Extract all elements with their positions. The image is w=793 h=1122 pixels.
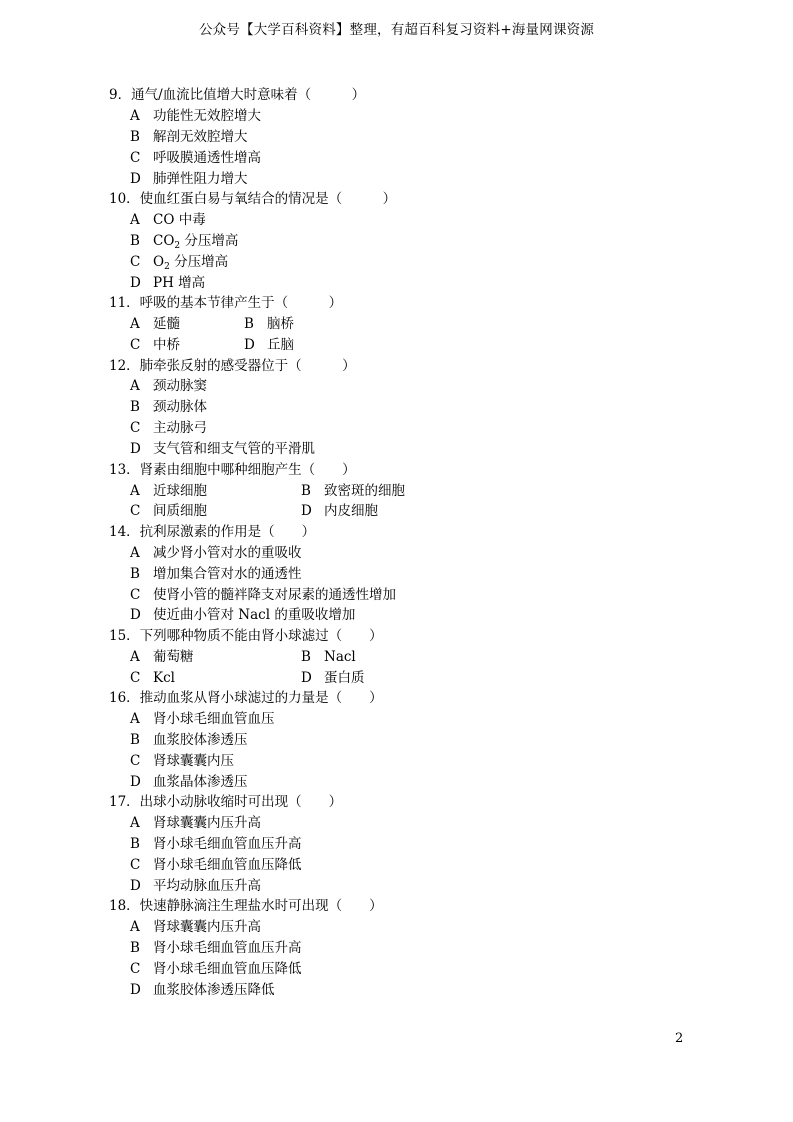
option-letter: D <box>130 774 141 790</box>
q13-option-a <box>130 482 207 500</box>
option-letter: A <box>130 815 140 831</box>
q12-option-a <box>130 377 207 395</box>
q12-option-d <box>130 440 315 458</box>
option-text: 间质细胞 <box>153 503 207 519</box>
option-text: 肺弹性阻力增大 <box>153 171 248 187</box>
subscript: 2 <box>174 241 181 251</box>
q15-option-a <box>130 648 194 666</box>
question-14: 14．抗利尿激素的作用是（ ） <box>109 524 316 540</box>
option-letter: C <box>130 503 141 519</box>
option-letter: A <box>130 649 140 665</box>
option-letter: C <box>130 587 141 603</box>
q14-option-a <box>130 544 302 562</box>
option-text: 丘脑 <box>267 337 294 353</box>
option-letter: D <box>130 607 141 623</box>
q17-option-b <box>130 835 302 853</box>
option-letter: D <box>244 337 255 353</box>
option-text: 血浆胶体渗透压 <box>153 732 248 748</box>
option-letter: C <box>130 337 141 353</box>
option-text: 内皮细胞 <box>324 503 378 519</box>
option-letter: B <box>301 649 311 665</box>
question-18: 18．快速静脉滴注生理盐水时可出现（ ） <box>109 898 383 914</box>
q18-option-c <box>130 960 302 978</box>
option-letter: A <box>130 212 140 228</box>
option-text: 使肾小管的髓袢降支对尿素的通透性增加 <box>153 587 396 603</box>
question-10: 10．使血红蛋白易与氧结合的情况是（ ） <box>109 191 397 207</box>
option-letter: A <box>130 108 140 124</box>
option-letter: D <box>301 670 312 686</box>
option-text: 肾小球毛细血管血压升高 <box>153 940 302 956</box>
page-header: 公众号【大学百科资料】整理，有超百科复习资料+海量网课资源 <box>198 22 595 38</box>
option-text: 肾小球毛细血管血压降低 <box>153 857 302 873</box>
q17-option-d <box>130 877 261 895</box>
option-text: 功能性无效腔增大 <box>153 108 261 124</box>
q13-option-b <box>301 482 405 500</box>
option-text-pre: CO <box>153 233 175 249</box>
option-letter: D <box>130 878 141 894</box>
option-text: PH 增高 <box>153 275 206 291</box>
option-letter: B <box>130 233 140 249</box>
option-letter: B <box>301 483 311 499</box>
option-text: 呼吸膜通透性增高 <box>153 150 261 166</box>
option-letter: A <box>130 545 140 561</box>
option-letter: C <box>130 254 141 270</box>
option-text: Kcl <box>153 670 175 686</box>
option-letter: A <box>130 711 140 727</box>
option-text: 解剖无效腔增大 <box>153 129 248 145</box>
q14-option-b <box>130 565 302 583</box>
q18-option-a <box>130 918 261 936</box>
option-text: 血浆胶体渗透压降低 <box>153 982 275 998</box>
option-letter: C <box>130 857 141 873</box>
q17-option-c <box>130 856 302 874</box>
option-text-pre: O <box>153 254 165 270</box>
option-letter: C <box>130 420 141 436</box>
option-letter: B <box>130 129 140 145</box>
q9-option-d <box>130 170 248 188</box>
option-text: 致密斑的细胞 <box>324 483 405 499</box>
option-letter: C <box>130 961 141 977</box>
option-letter: B <box>130 566 140 582</box>
option-text: 增加集合管对水的通透性 <box>153 566 302 582</box>
question-17: 17．出球小动脉收缩时可出现（ ） <box>109 794 343 810</box>
q17-option-a <box>130 814 261 832</box>
q13-option-d <box>301 502 378 520</box>
option-text: 减少肾小管对水的重吸收 <box>153 545 302 561</box>
q18-option-d <box>130 981 275 999</box>
q10-option-b <box>130 232 238 250</box>
q18-option-b <box>130 939 302 957</box>
option-letter: A <box>130 316 140 332</box>
option-letter: D <box>301 503 312 519</box>
q15-option-c <box>130 669 175 687</box>
option-text: 肾球囊囊内压升高 <box>153 919 261 935</box>
option-text-post: 分压增高 <box>169 254 229 270</box>
q16-option-c <box>130 752 234 770</box>
option-text: 颈动脉窦 <box>153 378 207 394</box>
option-text: 蛋白质 <box>324 670 365 686</box>
option-letter: C <box>130 753 141 769</box>
q15-option-d <box>301 669 365 687</box>
question-11: 11．呼吸的基本节律产生于（ ） <box>109 295 343 311</box>
option-letter: B <box>130 940 140 956</box>
subscript: 2 <box>164 262 170 272</box>
option-text: 支气管和细支气管的平滑肌 <box>153 441 315 457</box>
option-text: Nacl <box>324 649 356 665</box>
option-text: 肾小球毛细血管血压升高 <box>153 836 302 852</box>
q11-option-d <box>244 336 294 354</box>
question-16: 16．推动血浆从肾小球滤过的力量是（ ） <box>109 690 383 706</box>
q15-option-b <box>301 648 356 666</box>
q12-option-b <box>130 398 207 416</box>
page-number: 2 <box>675 1031 684 1046</box>
question-9: 9．通气/血流比值增大时意味着（ ） <box>109 87 366 103</box>
q12-option-c <box>130 419 207 437</box>
option-text: 脑桥 <box>267 316 294 332</box>
q11-option-c <box>130 336 180 354</box>
option-letter: B <box>130 399 140 415</box>
option-text-post: 分压增高 <box>180 233 239 249</box>
option-letter: A <box>130 378 140 394</box>
q16-option-b <box>130 731 248 749</box>
option-letter: C <box>130 150 141 166</box>
option-text: 颈动脉体 <box>153 399 207 415</box>
option-text: 血浆晶体渗透压 <box>153 774 248 790</box>
question-15: 15．下列哪种物质不能由肾小球滤过（ ） <box>109 628 383 644</box>
option-text: 近球细胞 <box>153 483 207 499</box>
q14-option-d <box>130 606 355 624</box>
option-text: 葡萄糖 <box>153 649 194 665</box>
option-letter: D <box>130 171 141 187</box>
option-letter: B <box>130 732 140 748</box>
option-letter: B <box>244 316 254 332</box>
option-letter: B <box>130 836 140 852</box>
q10-option-d <box>130 274 205 292</box>
option-letter: A <box>130 919 140 935</box>
q10-option-c <box>130 253 228 271</box>
option-text: 延髓 <box>153 316 180 332</box>
option-text: 肾球囊囊内压 <box>153 753 234 769</box>
option-text: 肾球囊囊内压升高 <box>153 815 261 831</box>
option-letter: C <box>130 670 141 686</box>
q9-option-c <box>130 149 261 167</box>
q11-option-b <box>244 315 294 333</box>
q14-option-c <box>130 586 396 604</box>
q16-option-d <box>130 773 248 791</box>
option-letter: D <box>130 982 141 998</box>
option-text: CO 中毒 <box>153 212 206 228</box>
q9-option-b <box>130 128 248 146</box>
option-letter: D <box>130 441 141 457</box>
q11-option-a <box>130 315 180 333</box>
q16-option-a <box>130 710 275 728</box>
q9-option-a <box>130 107 261 125</box>
question-13: 13．肾素由细胞中哪种细胞产生（ ） <box>109 462 356 478</box>
option-text: 平均动脉血压升高 <box>153 878 261 894</box>
option-text: 使近曲小管对 Nacl 的重吸收增加 <box>153 607 356 623</box>
option-letter: D <box>130 275 141 291</box>
q13-option-c <box>130 502 207 520</box>
q10-option-a <box>130 211 206 229</box>
option-text: 中桥 <box>153 337 180 353</box>
option-letter: A <box>130 483 140 499</box>
option-text: 肾小球毛细血管血压降低 <box>153 961 302 977</box>
question-12: 12．肺牵张反射的感受器位于（ ） <box>109 358 356 374</box>
option-text: 主动脉弓 <box>153 420 207 436</box>
option-text: 肾小球毛细血管血压 <box>153 711 275 727</box>
